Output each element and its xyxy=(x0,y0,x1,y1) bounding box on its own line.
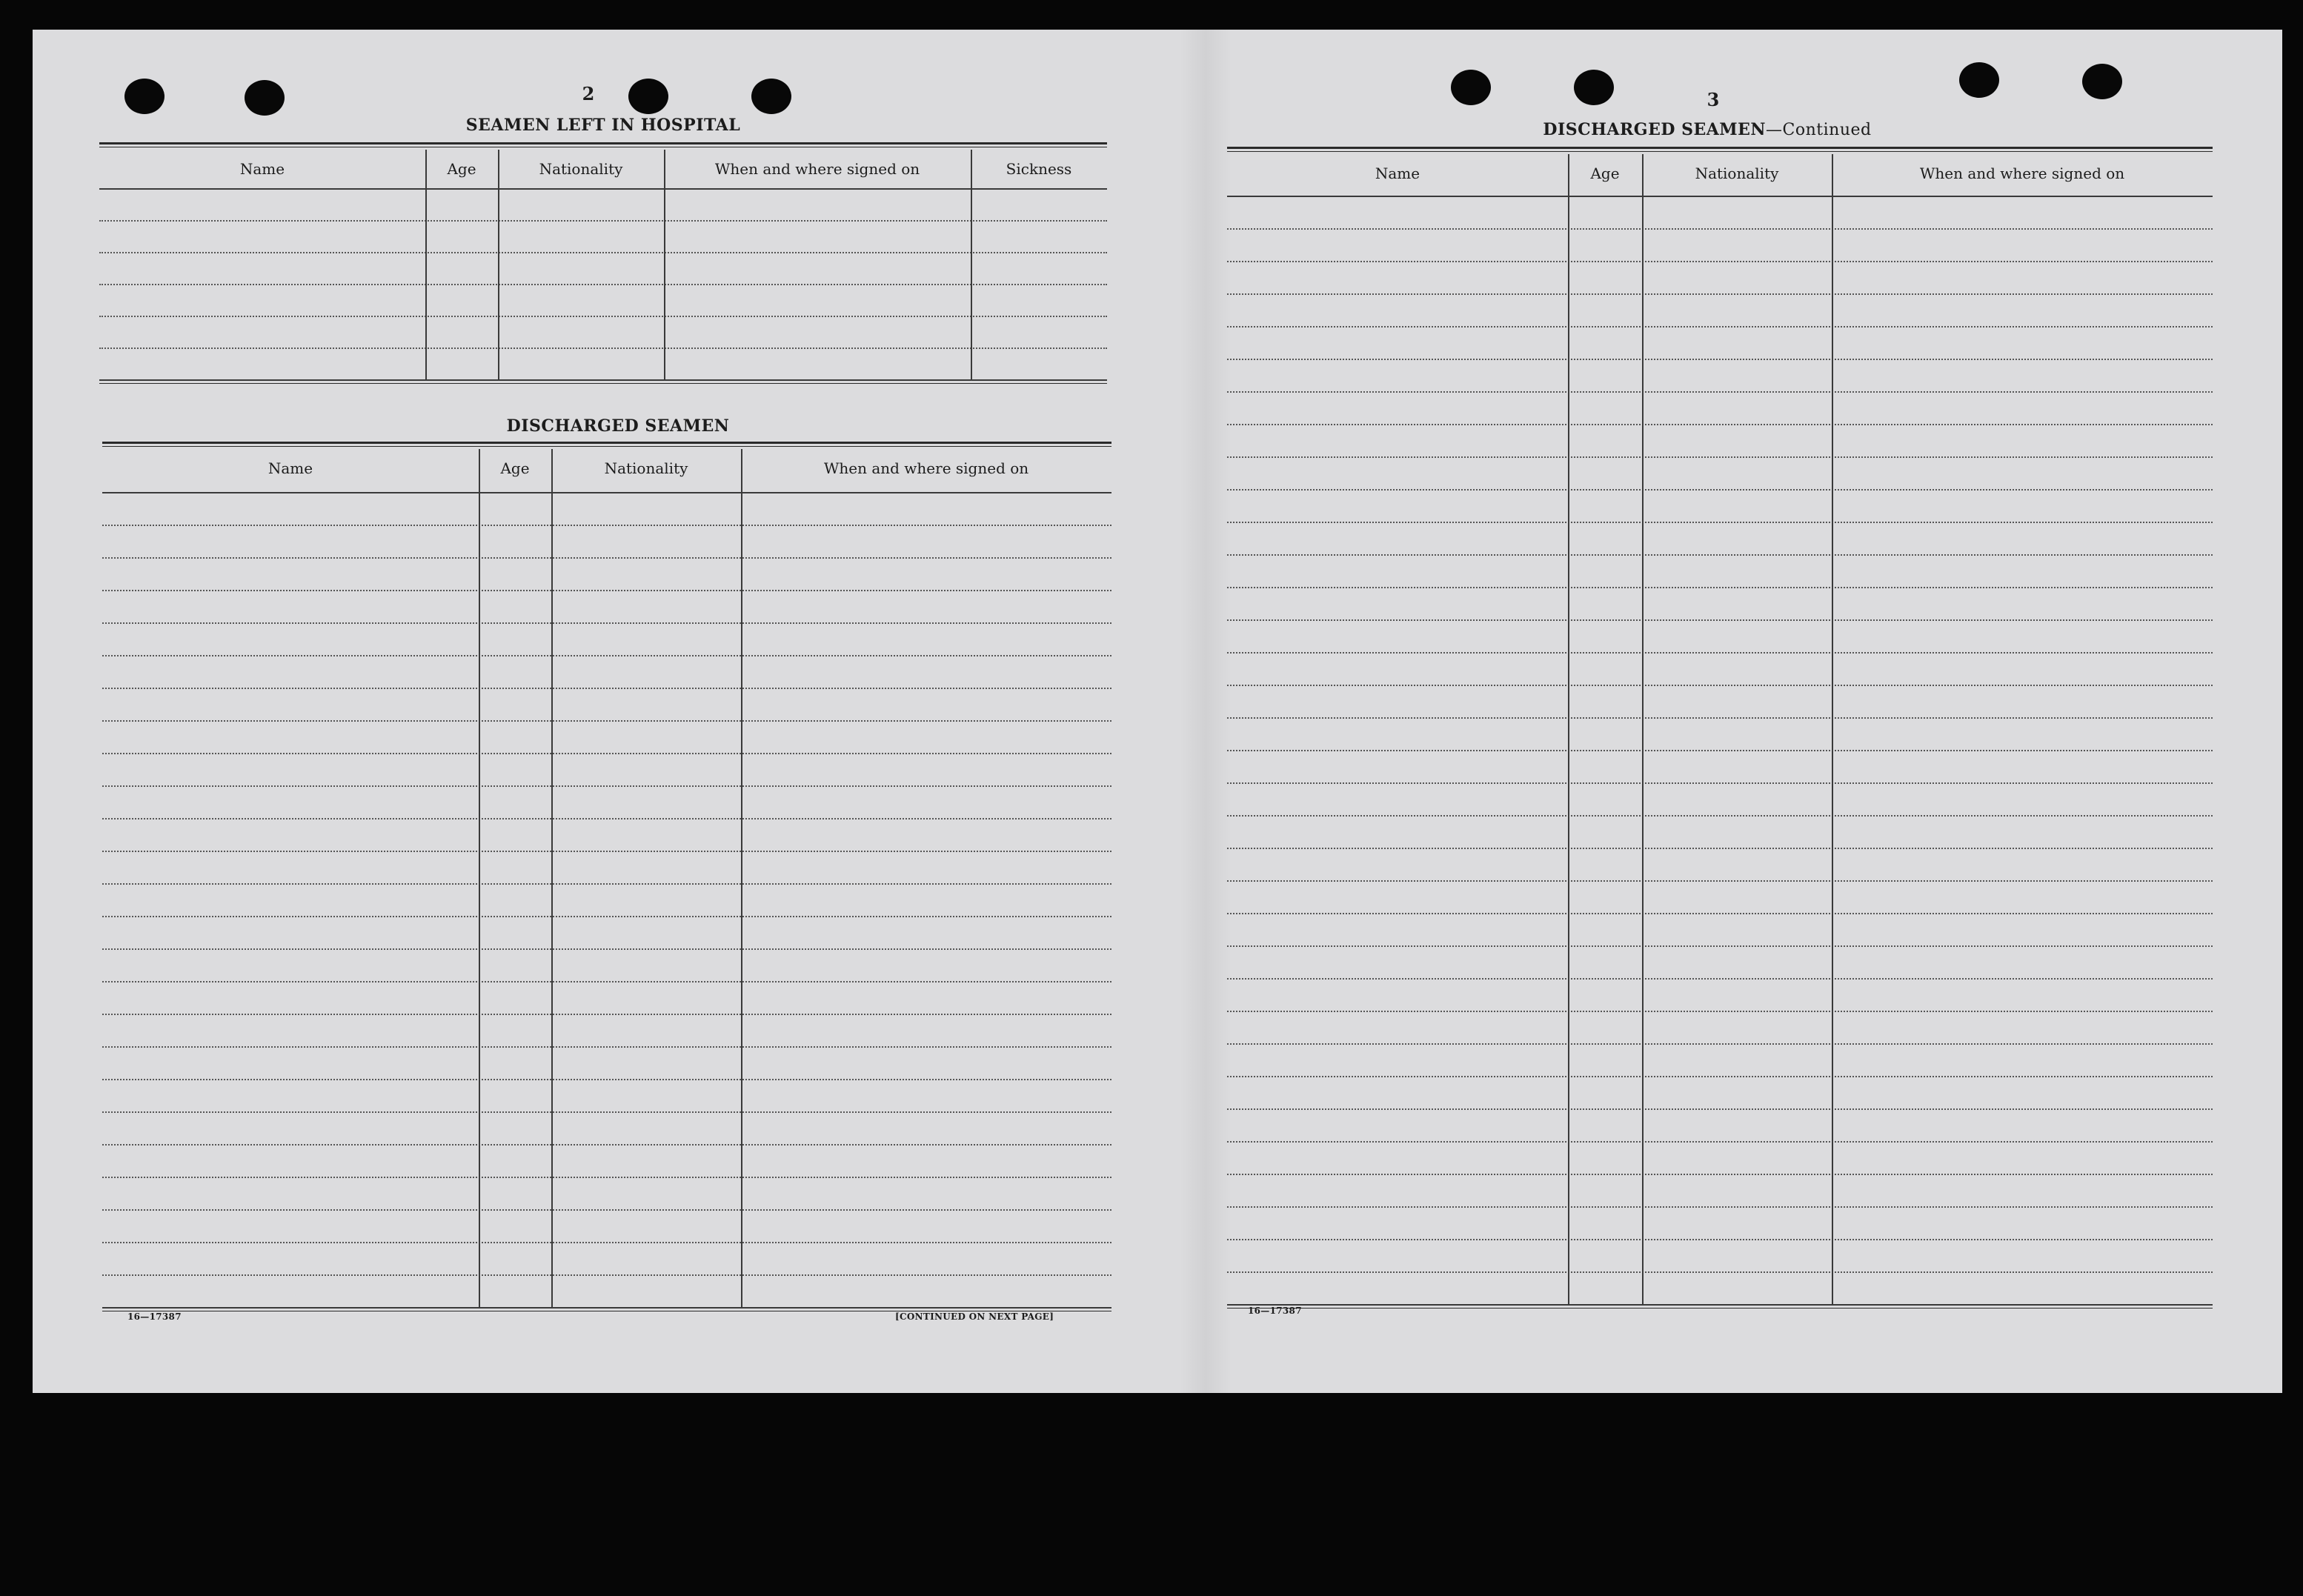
table-row-line xyxy=(1227,880,2213,882)
footer-rule xyxy=(1227,1308,2213,1309)
punch-hole xyxy=(751,79,791,114)
table-row-line xyxy=(1227,359,2213,360)
table-row-line xyxy=(1227,815,2213,817)
table-row-line xyxy=(102,818,1111,819)
discharged-section-title: DISCHARGED SEAMEN xyxy=(506,416,730,436)
column-header: Name xyxy=(267,459,313,477)
header-rule xyxy=(1227,147,2213,149)
table-row-line xyxy=(1227,554,2213,556)
column-divider xyxy=(1642,154,1644,1306)
column-divider xyxy=(425,150,427,381)
header-rule xyxy=(1227,151,2213,152)
table-row-line xyxy=(1227,652,2213,654)
punch-hole xyxy=(2082,64,2122,99)
column-header: Nationality xyxy=(604,459,688,477)
table-row-line xyxy=(102,1144,1111,1146)
table-row-line xyxy=(102,981,1111,982)
table-row-line xyxy=(102,622,1111,624)
table-row-line xyxy=(1227,717,2213,719)
punch-hole xyxy=(628,79,668,114)
table-row-line xyxy=(99,220,1107,222)
table-row-line xyxy=(1227,326,2213,327)
column-header: When and where signed on xyxy=(714,160,920,178)
column-header: Name xyxy=(239,160,285,178)
table-row-line xyxy=(1227,1206,2213,1208)
form-number-right: 16—17387 xyxy=(1248,1306,1302,1316)
title-suffix: —Continued xyxy=(1766,121,1872,139)
header-bottom-rule xyxy=(1227,196,2213,197)
table-row-line xyxy=(1227,978,2213,980)
table-row-line xyxy=(1227,1011,2213,1012)
column-header: Nationality xyxy=(1695,164,1779,182)
table-row-line xyxy=(102,1014,1111,1015)
table-row-line xyxy=(102,1209,1111,1211)
table-row-line xyxy=(102,1307,1111,1309)
punch-hole xyxy=(245,80,285,116)
table-row-line xyxy=(102,1111,1111,1113)
table-row-line xyxy=(99,252,1107,253)
table-row-line xyxy=(1227,685,2213,686)
punch-hole xyxy=(1574,70,1614,105)
table-row-line xyxy=(1227,619,2213,621)
table-row-line xyxy=(1227,1304,2213,1306)
table-row-line xyxy=(1227,391,2213,393)
column-header: Name xyxy=(1375,164,1420,182)
table-row-line xyxy=(102,785,1111,787)
table-row-line xyxy=(102,753,1111,754)
table-row-line xyxy=(102,525,1111,526)
table-row-line xyxy=(1227,782,2213,784)
table-row-line xyxy=(1227,587,2213,588)
table-row-line xyxy=(102,590,1111,591)
table-row-line xyxy=(102,655,1111,656)
table-row-line xyxy=(1227,489,2213,491)
table-row-line xyxy=(102,1177,1111,1178)
column-header: When and where signed on xyxy=(1919,164,2125,182)
table-row-line xyxy=(1227,750,2213,751)
column-divider xyxy=(1832,154,1833,1306)
column-divider xyxy=(498,150,499,381)
table-row-line xyxy=(1227,261,2213,262)
table-row-line xyxy=(1227,228,2213,230)
column-header: Nationality xyxy=(539,160,623,178)
column-header: Sickness xyxy=(1006,160,1072,178)
table-row-line xyxy=(102,720,1111,722)
page-number-left: 2 xyxy=(582,83,595,104)
table-row-line xyxy=(102,948,1111,950)
column-divider xyxy=(741,449,742,1309)
table-row-line xyxy=(1227,1141,2213,1143)
table-row-line xyxy=(102,916,1111,917)
table-row-line xyxy=(1227,1174,2213,1175)
table-row-line xyxy=(102,1274,1111,1276)
table-row-line xyxy=(1227,456,2213,458)
table-row-line xyxy=(1227,522,2213,523)
header-bottom-rule xyxy=(102,492,1111,493)
title-main: DISCHARGED SEAMEN xyxy=(1543,120,1767,139)
page-fold xyxy=(1180,30,1232,1393)
table-row-line xyxy=(1227,293,2213,295)
table-row-line xyxy=(99,348,1107,349)
table-row-line xyxy=(1227,424,2213,425)
punch-hole xyxy=(1451,70,1491,105)
table-row-line xyxy=(102,1079,1111,1080)
table-row-line xyxy=(102,688,1111,689)
table-row-line xyxy=(1227,1108,2213,1110)
table-row-line xyxy=(1227,945,2213,947)
column-header: Age xyxy=(447,160,476,178)
punch-hole xyxy=(1959,62,1999,98)
table-row-line xyxy=(1227,1076,2213,1077)
table-row-line xyxy=(1227,848,2213,849)
table-row-line xyxy=(102,1046,1111,1048)
table-row-line xyxy=(1227,1239,2213,1240)
scanned-sheet xyxy=(33,30,2282,1393)
table-row-line xyxy=(99,284,1107,285)
header-rule xyxy=(102,446,1111,447)
table-row-line xyxy=(102,851,1111,852)
column-header: When and where signed on xyxy=(823,459,1029,477)
hospital-section-title: SEAMEN LEFT IN HOSPITAL xyxy=(465,116,741,135)
column-header: Age xyxy=(500,459,530,477)
table-row-line xyxy=(99,316,1107,317)
page-number-right: 3 xyxy=(1707,89,1720,110)
form-number-left: 16—17387 xyxy=(127,1311,182,1322)
column-divider xyxy=(479,449,480,1309)
header-bottom-rule xyxy=(99,188,1107,190)
table-row-line xyxy=(1227,913,2213,914)
punch-hole xyxy=(124,79,164,114)
column-divider xyxy=(971,150,972,381)
table-row-line xyxy=(102,557,1111,559)
header-rule xyxy=(99,142,1107,144)
header-rule xyxy=(102,442,1111,444)
table-row-line xyxy=(1227,1271,2213,1273)
column-header: Age xyxy=(1590,164,1620,182)
table-row-line xyxy=(102,1242,1111,1243)
table-row-line xyxy=(99,379,1107,381)
table-row-line xyxy=(1227,1043,2213,1045)
column-divider xyxy=(664,150,665,381)
discharged-continued-title xyxy=(1478,120,1937,139)
column-divider xyxy=(1568,154,1569,1306)
table-row-line xyxy=(102,883,1111,885)
footer-rule xyxy=(99,383,1107,384)
continued-note: [CONTINUED ON NEXT PAGE] xyxy=(895,1311,1054,1322)
column-divider xyxy=(551,449,553,1309)
